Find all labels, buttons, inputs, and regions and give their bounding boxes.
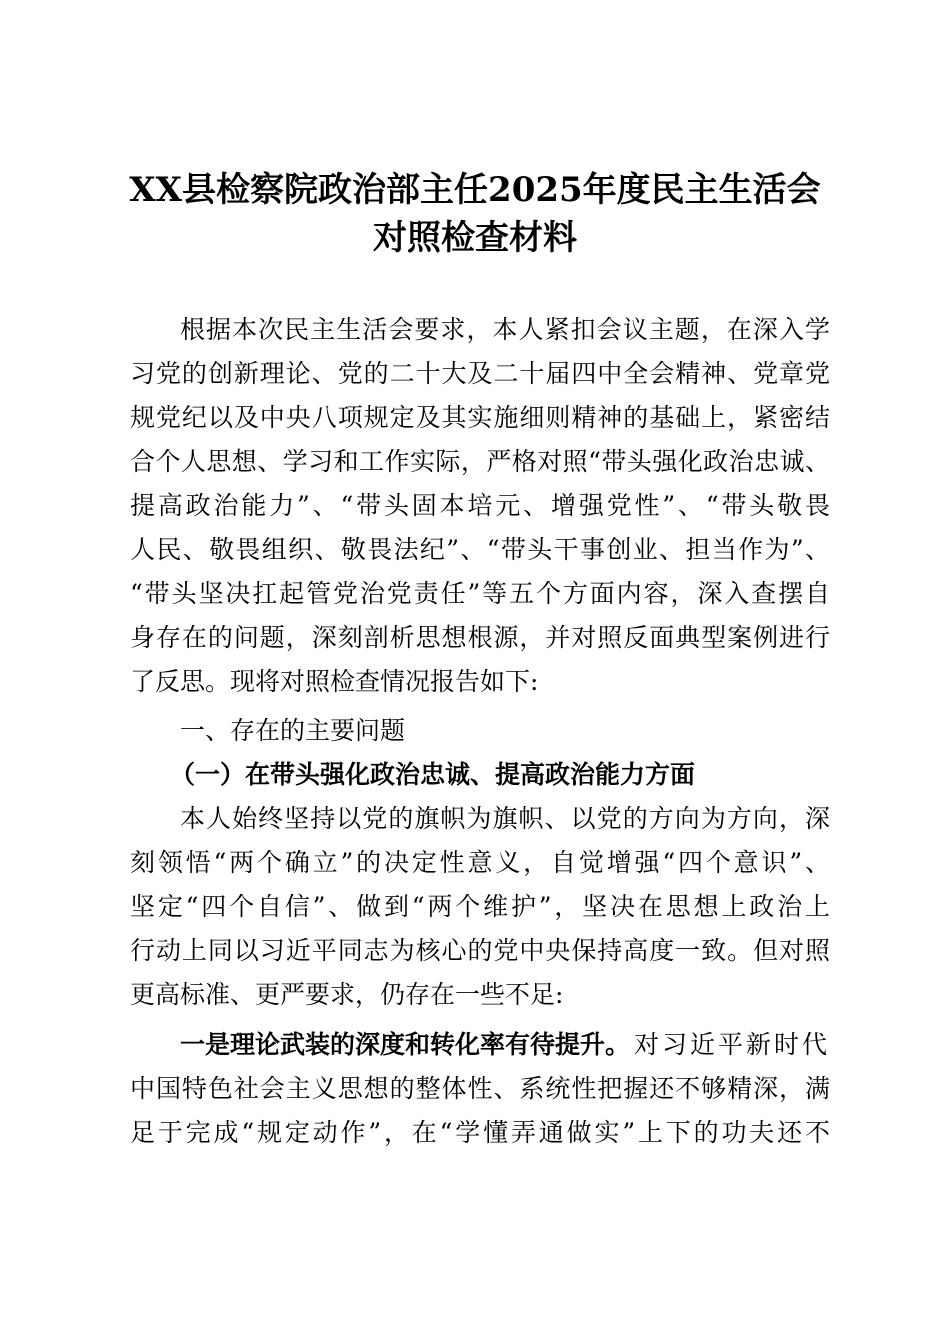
text-line: 合个人思想、学习和工作实际，严格对照“带头强化政治忠诚、: [130, 447, 830, 476]
text-line: 习党的创新理论、党的二十大及二十届四中全会精神、党章党: [130, 359, 830, 388]
text-line: “带头坚决扛起管党治党责任”等五个方面内容，深入查摆自: [130, 579, 830, 608]
document-title-line-1: XX县检察院政治部主任2025年度民主生活会: [129, 170, 821, 210]
text-line: 人民、敬畏组织、敬畏法纪”、“带头干事创业、担当作为”、: [130, 535, 830, 564]
text-line: 足于完成“规定动作”，在“学懂弄通做实”上下的功夫还不: [130, 1118, 830, 1147]
text-line: 本人始终坚持以党的旗帜为旗帜、以党的方向为方向，深: [180, 804, 830, 833]
text-line: 提高政治能力”、“带头固本培元、增强党性”、“带头敬畏: [130, 491, 830, 520]
text-line: 根据本次民主生活会要求，本人紧扣会议主题，在深入学: [180, 315, 830, 344]
text-line: 规党纪以及中央八项规定及其实施细则精神的基础上，紧密结: [130, 403, 830, 432]
text-run: 对习近平新时代: [633, 1030, 830, 1059]
document-title-line-2: 对照检查材料: [373, 218, 577, 258]
text-line: 坚定“四个自信”、做到“两个维护”，坚决在思想上政治上: [130, 892, 830, 921]
text-line: 中国特色社会主义思想的整体性、系统性把握还不够精深，满: [130, 1074, 830, 1103]
text-line: 了反思。现将对照检查情况报告如下:: [130, 667, 539, 696]
subsection-heading: （一）在带头强化政治忠诚、提高政治能力方面: [170, 760, 696, 789]
text-line: 更高标准、更严要求，仍存在一些不足:: [130, 980, 564, 1009]
text-line: [180, 1030, 830, 1060]
text-line: 刻领悟“两个确立”的决定性意义，自觉增强“四个意识”、: [130, 848, 830, 877]
text-line: 身存在的问题，深刻剖析思想根源，并对照反面典型案例进行: [130, 623, 830, 652]
section-heading: 一、存在的主要问题: [180, 716, 406, 745]
text-line: 行动上同以习近平同志为核心的党中央保持高度一致。但对照: [130, 936, 830, 965]
bold-lead: 一是理论武装的深度和转化率有待提升。: [180, 1030, 631, 1059]
